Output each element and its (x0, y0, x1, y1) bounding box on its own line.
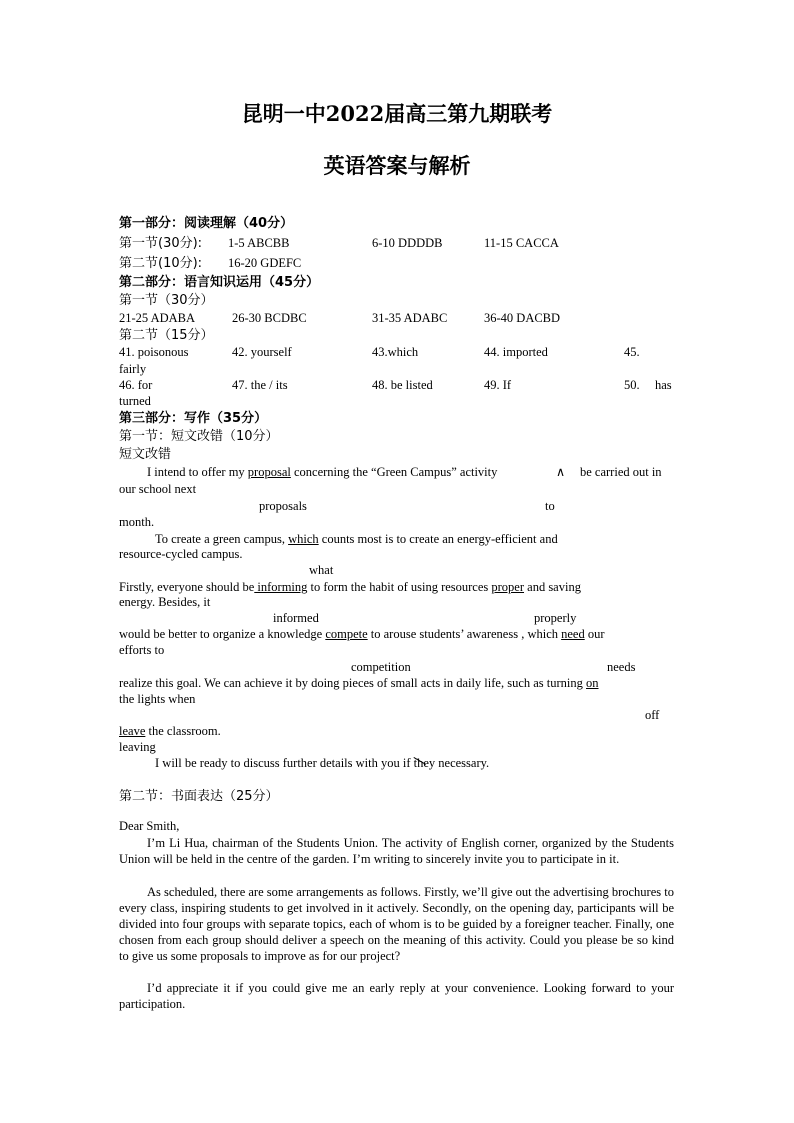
correction-line-1-end: be carried out in (580, 465, 662, 479)
fix-competition: competition (351, 660, 411, 674)
insertion-caret: ∧ (556, 465, 566, 479)
answer-44: 44. imported (484, 345, 548, 359)
part1-section1-label: 第一节(30分): (119, 236, 203, 251)
answer-36-40: 36-40 DACBD (484, 311, 561, 325)
letter-paragraph-1: I’m Li Hua, chairman of the Students Union. The activity of English corner, organized by the Students Union will be held in the centre of the garden. I’m writing to sincerely invite you to participate in it. (119, 836, 674, 866)
answer-16-20: 16-20 GDEFC (228, 256, 302, 270)
answer-1-5: 1-5 ABCBB (228, 236, 290, 250)
part1-heading: 第一部分：阅读理解（40分） (119, 216, 294, 231)
correction-line-5b: the lights when (119, 692, 196, 706)
fix-informed: informed (273, 611, 319, 625)
fix-properly: properly (534, 611, 577, 625)
fix-what: what (309, 563, 334, 577)
answer-49: 49. If (484, 378, 512, 392)
fix-proposals: proposals (259, 499, 307, 513)
answer-21-25: 21-25 ADABA (119, 311, 196, 325)
answer-50: 50. (624, 378, 640, 392)
fix-needs: needs (607, 660, 636, 674)
answer-46: 46. for (119, 378, 153, 392)
answer-50-cont: turned (119, 394, 151, 408)
correction-line-6: leave the classroom. (119, 724, 221, 738)
answer-48: 48. be listed (372, 378, 433, 392)
part3-heading: 第三部分：写作（35分） (119, 411, 268, 426)
part3-section1-label: 第一节：短文改错（10分） (119, 429, 279, 444)
answer-26-30: 26-30 BCDBC (232, 311, 307, 325)
part2-section2-label: 第二节（15分） (119, 328, 214, 343)
correction-line-3: Firstly, everyone should be informing to form the habit of using resources proper and saving (119, 580, 581, 594)
part3-section1-sub: 短文改错 (119, 447, 172, 462)
correction-line-1: I intend to offer my proposal concerning the “Green Campus” activity (147, 465, 498, 479)
answer-31-35: 31-35 ADABC (372, 311, 448, 325)
answer-41: 41. poisonous (119, 345, 189, 359)
correction-line-5: realize this goal. We can achieve it by doing pieces of small acts in daily life, such as turning on (119, 676, 599, 690)
letter-paragraph-3: I’d appreciate it if you could give me an early reply at your convenience. Looking forward to your participation. (119, 981, 674, 1011)
answer-47: 47. the / its (232, 378, 288, 392)
answer-6-10: 6-10 DDDDB (372, 236, 443, 250)
letter-paragraph-2: As scheduled, there are some arrangements as follows. Firstly, we’ll give out the advertising brochures to every class, inspiring students to get involved in it actively. Secondly, on the opening day, participants will be divided into four groups with separate topics, each of whom is to be guided by a foreigner teacher. Finally, one chosen from each group should deliver a speech on the meaning of this activity. Could you please be so kind to give us some proposals to improve as for our project? (119, 885, 674, 963)
correction-line-2b: resource-cycled campus. (119, 547, 243, 561)
letter-salutation: Dear Smith, (119, 819, 180, 833)
answer-45: 45. (624, 345, 640, 359)
answer-45-cont: fairly (119, 362, 147, 376)
answer-43: 43.which (372, 345, 419, 359)
page-subtitle: 英语答案与解析 (323, 153, 471, 178)
answer-42: 42. yourself (232, 345, 292, 359)
answer-11-15: 11-15 CACCA (484, 236, 559, 250)
correction-line-3b: energy. Besides, it (119, 595, 211, 609)
part2-heading: 第二部分：语言知识运用（45分） (119, 275, 320, 290)
fix-leaving: leaving (119, 740, 156, 754)
answer-50-word: has (655, 378, 672, 392)
correction-line-1c: month. (119, 515, 155, 529)
fix-off: off (645, 708, 660, 722)
page-title: 昆明一中2022届高三第九期联考 (241, 101, 553, 126)
correction-line-7: I will be ready to discuss further details with you if they necessary. (155, 756, 490, 770)
correction-line-1b: our school next (119, 482, 197, 496)
correction-line-4b: efforts to (119, 643, 165, 657)
part1-section2-label: 第二节(10分): (119, 256, 203, 271)
correction-line-2: To create a green campus, which counts most is to create an energy-efficient and (155, 532, 558, 546)
part2-section1-label: 第一节（30分） (119, 293, 214, 308)
fix-to: to (545, 499, 555, 513)
part3-section2-label: 第二节：书面表达（25分） (119, 789, 279, 804)
correction-line-4: would be better to organize a knowledge compete to arouse students’ awareness , which need our (119, 627, 605, 641)
